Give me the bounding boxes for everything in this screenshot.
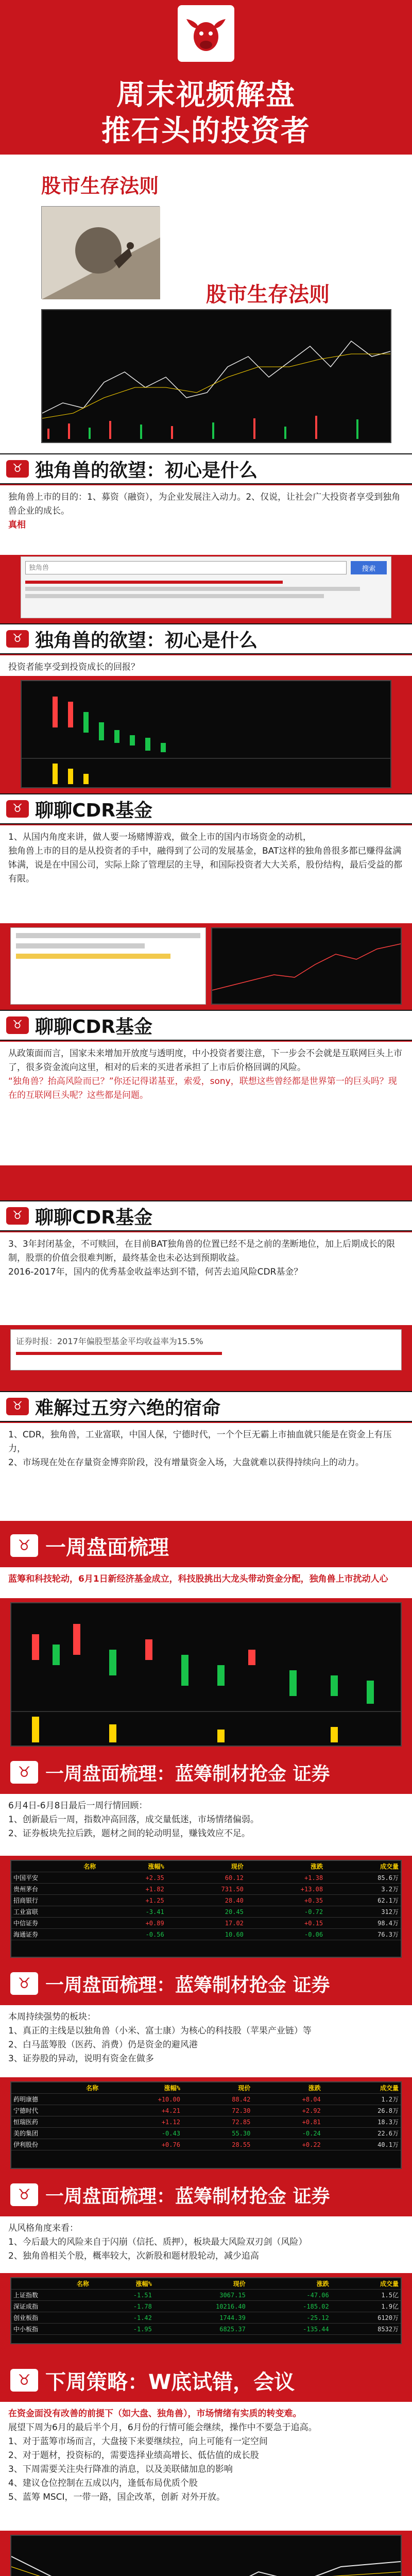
- table-row[interactable]: 招商银行 +1.25 28.40 +0.35 62.1万: [11, 1895, 401, 1906]
- cdr-p4: “独角兽？抬高风险而已？”你还记得诺基亚，索爱，sony，联想这些曾经都是世界第一的巨头吗？现在的互联网巨头呢？这些都是问题。: [8, 1076, 397, 1100]
- bull-badge-icon: ♉: [6, 1207, 29, 1225]
- bull-badge-icon: ♉: [6, 800, 29, 818]
- col-volume: 成交量: [331, 2278, 401, 2290]
- section-title-suffix: 蓝筹制材抢金 证券: [175, 1763, 330, 1785]
- week1-kline: [10, 1602, 402, 1747]
- section-fate: [0, 1391, 412, 1422]
- next-text: [0, 2402, 412, 2531]
- bull-logo: [178, 5, 234, 62]
- w-bottom-chart: [11, 2536, 401, 2576]
- week2-p1: 6月4日-6月8日最后一周行情回顾：: [8, 1801, 148, 1811]
- col-price: 现价: [166, 1861, 246, 1872]
- week3-p2: 1、真正的主线是以独角兽（小米、富士康）为核心的科技股（苹果产业链）等: [8, 2026, 312, 2036]
- unicorn-intro: 独角兽上市的目的：1、募资（融资），为企业发展注入动力。2、仅说，让社会广大投资者享受到独角兽企业的成长。: [8, 492, 401, 516]
- section-cdr-3: [0, 1200, 412, 1231]
- section-title: 聊聊CDR基金: [35, 1207, 153, 1228]
- search-button[interactable]: 搜索: [351, 561, 387, 574]
- week3-p1: 本周持续强势的板块：: [8, 2012, 96, 2022]
- bull-icon: [181, 9, 231, 58]
- table-row[interactable]: 中国平安 +2.35 60.12 +1.38 85.6万: [11, 1872, 401, 1884]
- week4-p1: 从风格角度来看：: [8, 2223, 78, 2233]
- section-week-1: [0, 1525, 412, 1566]
- unicorn-question-2: 投资者能享受到投资成长的回报？: [8, 662, 140, 672]
- search-input[interactable]: [25, 561, 347, 574]
- cdr-p3: 从政策面而言，国家未来增加开放度与透明度，中小投资者要注意，下一步会不会就是互联网巨头上市了，很多资金流向这里，相对的后来的买进者承担了上市后价格回调的风险。: [8, 1048, 402, 1073]
- next-p1: 在资金面没有改善的前提下（如大盘、独角兽），市场情绪有实质的转变难。: [8, 2409, 302, 2419]
- section-title: 独角兽的欲望：初心是什么: [35, 630, 258, 651]
- next-p2: 展望下周为6月的最后半个月，6月份的行情可能会继续，操作中不要急于追高。: [8, 2422, 317, 2433]
- table-row[interactable]: 美的集团 -0.43 55.30 -0.24 22.6万: [11, 2128, 401, 2139]
- table-row[interactable]: 海通证券 -0.56 10.60 -0.06 76.3万: [11, 1929, 401, 1940]
- bull-badge-icon: ♉: [6, 1016, 29, 1034]
- table-row[interactable]: 深证成指 -1.78 10216.40 -185.02 1.9亿: [11, 2301, 401, 2312]
- unicorn-text-2: [0, 655, 412, 676]
- header-line2: 推石头的投资者: [101, 114, 311, 148]
- week4-p3: 2、独角兽相关个股，概率较大，次新股和题材股轮动，减少追高: [8, 2251, 259, 2261]
- stock-table-a: [11, 1861, 401, 1940]
- section-title: 一周盘面梳理: [45, 1535, 169, 1560]
- section-week-2: [0, 1752, 412, 1793]
- section-next-strategy: [0, 2360, 412, 2401]
- col-name: 名称: [11, 1861, 98, 1872]
- section-unicorn-2: [0, 623, 412, 654]
- col-change: 涨幅%: [91, 2278, 154, 2290]
- ipo-chart-svg: [22, 681, 390, 787]
- cdr-p6: 2016-2017年，国内的优秀基金收益率达到不错，何苦去追风险CDR基金？: [8, 1267, 303, 1277]
- section-title-prefix: 一周盘面梳理：: [45, 1763, 176, 1785]
- week2-text: [0, 1794, 412, 1856]
- col-price: 现价: [182, 2082, 252, 2094]
- bull-badge-icon: ♉: [6, 630, 29, 648]
- week3-text: [0, 2005, 412, 2077]
- highlight-bar: [25, 581, 283, 584]
- table-row[interactable]: 中小板指 -1.95 6825.37 -135.44 8532万: [11, 2324, 401, 2335]
- week2-table: [10, 1860, 402, 1958]
- next-p3: 1、对于蓝筹市场而言，大盘接下来要继续拉，向上可能有一定空间: [8, 2436, 268, 2447]
- col-name: 名称: [11, 2082, 100, 2094]
- section-title: 独角兽的欲望：初心是什么: [35, 460, 258, 481]
- cdr-text-3: [0, 1232, 412, 1325]
- table-row[interactable]: 创业板指 -1.42 1744.39 -25.12 6120万: [11, 2312, 401, 2324]
- section-title: 难解过五穷六绝的宿命: [35, 1397, 221, 1419]
- next-p7: 5、蓝筹 MSCI，一带一路，国企改革，创新 对外开放。: [8, 2492, 225, 2502]
- week2-p3: 2、证券板块先拉后跌，题材之间的轮动明显，赚钱效应不足。: [8, 1828, 250, 1839]
- index-table: [11, 2278, 401, 2335]
- table-row[interactable]: 贵州茅台 +1.82 731.50 +13.08 3.2万: [11, 1884, 401, 1895]
- table-row[interactable]: 恒瑞医药 +1.12 72.85 +0.81 18.3万: [11, 2116, 401, 2128]
- sisyphus-image: [41, 206, 160, 299]
- next-p5: 3、下周需要关注央行降准的消息，以及美联储加息的影响: [8, 2464, 233, 2475]
- cdr-text-2: [0, 1042, 412, 1165]
- week1-p1: 蓝筹和科技轮动，6月1日新经济基金成立，科技股挑出大龙头带动资金分配，独角兽上市扰动人心: [8, 1574, 388, 1584]
- bull-badge-icon: ♉: [10, 1761, 38, 1784]
- search-result-panel: [21, 556, 391, 618]
- week3-p3: 2、白马蓝筹股（医药、消费）仍是资金的避风港: [8, 2040, 198, 2050]
- table-row[interactable]: 工业富联 -3.41 20.45 -0.72 312万: [11, 1906, 401, 1918]
- section-title-suffix: 蓝筹制材抢金 证券: [175, 2185, 330, 2207]
- week4-text: [0, 2216, 412, 2273]
- col-price: 现价: [154, 2278, 248, 2290]
- col-change: 涨幅%: [98, 1861, 166, 1872]
- col-delta: 涨跌: [252, 2082, 322, 2094]
- survival-title-2: 股市生存法则: [206, 283, 330, 307]
- cdr-p1: 1、从国内角度来讲，做人要一场赌博游戏，做全上市的国内市场资金的动机，: [8, 832, 312, 842]
- col-change: 涨幅%: [100, 2082, 182, 2094]
- week1-text: [0, 1567, 412, 1598]
- fate-text: [0, 1423, 412, 1521]
- col-delta: 涨跌: [248, 2278, 331, 2290]
- section-title: 聊聊CDR基金: [35, 800, 153, 821]
- bull-badge-icon: ♉: [10, 1972, 38, 1995]
- col-name: 名称: [11, 2278, 91, 2290]
- news-screenshot: [10, 1329, 402, 1370]
- col-delta: 涨跌: [246, 1861, 325, 1872]
- section-title-suffix: 蓝筹制材抢金 证券: [175, 1974, 330, 1996]
- next-p4: 2、对于题材，投资标的，需要选择业绩高增长、低估值的成长股: [8, 2450, 259, 2461]
- section-title-suffix: W底试错，会议: [148, 2370, 295, 2394]
- fund-screenshot-a: [10, 927, 206, 1005]
- week3-p4: 3、证券股的异动，说明有资金在做多: [8, 2054, 154, 2064]
- table-row[interactable]: 中信证券 +0.89 17.02 +0.15 98.4万: [11, 1918, 401, 1929]
- section-week-4: [0, 2174, 412, 2215]
- ipo-chart: [21, 680, 391, 788]
- index-line-chart: [42, 310, 390, 442]
- col-volume: 成交量: [325, 1861, 401, 1872]
- bull-badge-icon: ♉: [6, 460, 29, 478]
- unicorn-text: [0, 485, 412, 555]
- table-row[interactable]: 宁德时代 +4.21 72.30 +2.92 26.8万: [11, 2105, 401, 2116]
- bull-badge-icon: ♉: [10, 1534, 38, 1557]
- result-line: [25, 594, 324, 598]
- week1-kline-svg: [11, 1603, 401, 1745]
- next-p6: 4、建议仓位控制在五成以内，逢低布局优质个股: [8, 2478, 198, 2488]
- sisyphus-illustration: [42, 207, 160, 299]
- section-title: 聊聊CDR基金: [35, 1016, 153, 1038]
- next-chart: [10, 2535, 402, 2576]
- section-title-prefix: 一周盘面梳理：: [45, 2185, 176, 2207]
- fund-chart-b: [211, 927, 402, 1005]
- fate-p2: 2、市场现在处在存量资金博弈阶段，没有增量资金入场，大盘就难以获得持续向上的动力。: [8, 1458, 364, 1468]
- col-volume: 成交量: [323, 2082, 401, 2094]
- fund-chart-svg: [212, 928, 401, 1004]
- index-chart: [41, 309, 391, 443]
- section-title-prefix: 一周盘面梳理：: [45, 1974, 176, 1996]
- fate-p1: 1、CDR，独角兽，工业富联，中国人保，宁德时代，一个个巨无霸上市抽血就只能是在资金上有压力，: [8, 1430, 392, 1454]
- stock-table-b: [11, 2082, 401, 2150]
- week3-table: [10, 2081, 402, 2169]
- week4-table: [10, 2277, 402, 2344]
- table-row[interactable]: 伊利股份 +0.76 28.55 +0.22 40.1万: [11, 2139, 401, 2150]
- cdr-text-1: [0, 825, 412, 923]
- bull-badge-icon: ♉: [6, 1398, 29, 1415]
- table-row[interactable]: 上证指数 -1.51 3067.15 -47.06 1.5亿: [11, 2290, 401, 2301]
- header-line1: 周末视频解盘: [116, 78, 296, 112]
- section-cdr-2: [0, 1010, 412, 1041]
- section-week-3: [0, 1963, 412, 2004]
- bull-badge-icon: ♉: [10, 2183, 38, 2206]
- bull-badge-icon: ♉: [10, 2369, 38, 2392]
- cdr-p2: 独角兽上市的目的是从投资者的手中，融得到了公司的发展基金，BAT这样的独角兽很多都已赚得盆满钵满，说是在中国公司，实际上除了管理层的主导，和国际投资者大大关系，股份结构，最后受益的都有限。: [8, 846, 402, 884]
- week2-p2: 1、创新最后一周，指数冲高回落，成交量低迷，市场情绪偏弱。: [8, 1815, 259, 1825]
- survival-title-1: 股市生存法则: [41, 175, 159, 197]
- week4-p2: 1、今后最大的风险来自于闪崩（信托、质押），板块最大风险双刃剑（风险）: [8, 2237, 307, 2247]
- news-headline: 证券时报：2017年偏股型基金平均收益率为15.5%: [16, 1336, 203, 1346]
- table-row[interactable]: 药明康德 +10.00 88.42 +8.04 1.2万: [11, 2094, 401, 2105]
- result-line: [25, 587, 360, 591]
- section-cdr-1: [0, 793, 412, 824]
- unicorn-question: 真相: [8, 520, 26, 530]
- section-unicorn-1: [0, 453, 412, 484]
- cdr-p5: 3、3年封闭基金，不可赎回，在目前BAT独角兽的位置已经不是之前的垄断地位，加上后期成长的限制，股票的价值会很难判断，最终基金也未必达到预期收益。: [8, 1239, 395, 1263]
- section-title-prefix: 下周策略：: [45, 2370, 148, 2394]
